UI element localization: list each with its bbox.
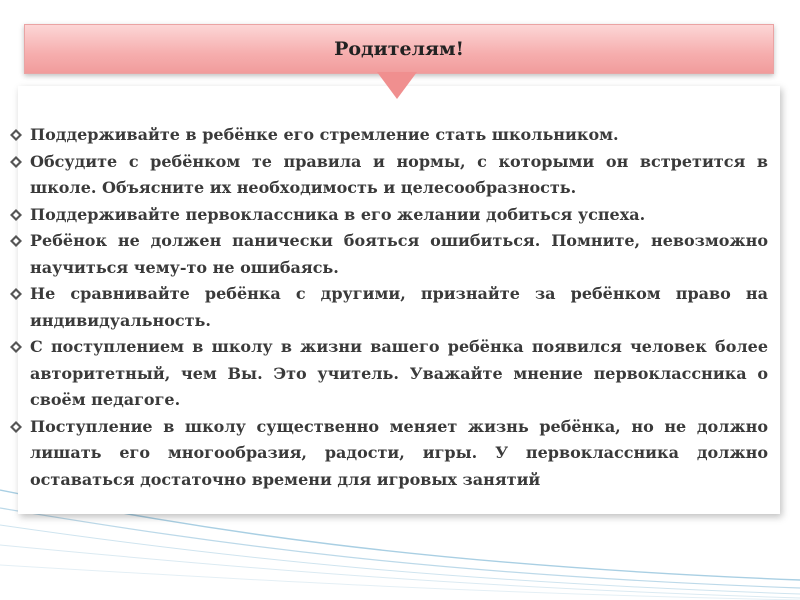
list-item	[8, 281, 768, 334]
tip-text: Обсудите с ребёнком те правила и нормы, с которыми он встретится в школе. Объясните их необходимость и целесообразность.	[30, 151, 768, 197]
diamond-bullet-icon	[10, 156, 22, 168]
list-item	[8, 122, 768, 149]
diamond-bullet-icon	[10, 209, 22, 221]
banner-down-arrow-icon	[377, 72, 417, 99]
tip-text: Поступление в школу существенно меняет жизнь ребёнка, но не должно лишать его многообразия, радости, игры. У первоклассника должно оставаться достаточно времени для игровых занятий	[30, 416, 768, 489]
diamond-bullet-icon	[10, 421, 22, 433]
diamond-bullet-icon	[10, 129, 22, 141]
tip-text: Поддерживайте первоклассника в его желании добиться успеха.	[30, 204, 646, 224]
tip-text: С поступлением в школу в жизни вашего ребёнка появился человек более авторитетный, чем Вы. Это учитель. Уважайте мнение первоклассника о своём педагоге.	[30, 337, 768, 409]
list-item	[8, 228, 768, 281]
diamond-bullet-icon	[10, 235, 22, 247]
list-item	[8, 202, 768, 229]
list-item	[8, 414, 768, 494]
title-banner	[24, 24, 774, 74]
tips-list	[8, 122, 768, 493]
diamond-bullet-icon	[10, 341, 22, 353]
diamond-bullet-icon	[10, 288, 22, 300]
slide-title: Родителям!	[334, 38, 464, 60]
list-item	[8, 149, 768, 202]
tip-text: Поддерживайте в ребёнке его стремление стать школьником.	[30, 125, 619, 144]
tip-text: Не сравнивайте ребёнка с другими, признайте за ребёнком право на индивидуальность.	[30, 284, 768, 330]
list-item	[8, 334, 768, 414]
tip-text: Ребёнок не должен панически бояться ошибиться. Помните, невозможно научиться чему-то не ошибаясь.	[30, 231, 768, 277]
